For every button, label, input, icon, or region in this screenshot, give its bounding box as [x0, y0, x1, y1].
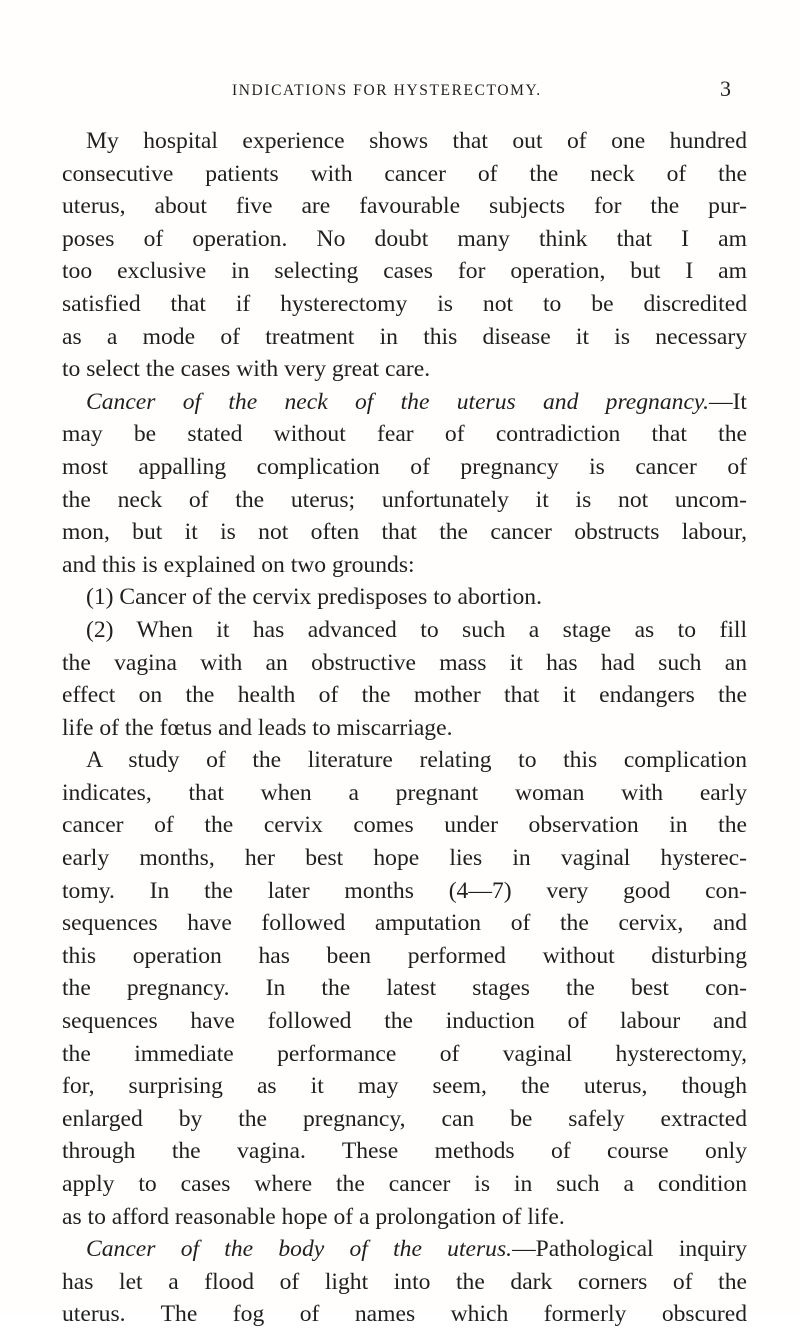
text-line: early months, her best hope lies in vaginal hysterec-	[62, 845, 747, 872]
text-line: for, surprising as it may seem, the uterus, though	[62, 1073, 747, 1100]
text-line: enlarged by the pregnancy, can be safely extracted	[62, 1105, 747, 1132]
section-heading-pregnancy: Cancer of the neck of the uterus and pregnancy.	[86, 388, 709, 415]
text-line: and this is explained on two grounds:	[62, 551, 415, 578]
text-line: this operation has been performed without disturbing	[62, 942, 747, 969]
text-line: most appalling complication of pregnancy is cancer of	[62, 453, 747, 480]
section-heading-line	[62, 1233, 747, 1266]
text-line: sequences have followed amputation of the cervix, and	[62, 910, 747, 937]
section-heading-body-of-uterus: Cancer of the body of the uterus.	[86, 1236, 513, 1263]
text-line: consecutive patients with cancer of the neck of the	[62, 160, 747, 187]
text-line: the immediate performance of vaginal hysterectomy,	[62, 1040, 747, 1067]
text-line: to select the cases with very great care.	[62, 356, 431, 383]
text-line: mon, but it is not often that the cancer obstructs labour,	[62, 519, 747, 546]
section-heading-line	[62, 386, 747, 419]
text-line: My hospital experience shows that out of one hundred	[86, 128, 747, 154]
text-line: effect on the health of the mother that it endangers the	[62, 682, 747, 709]
text-line: sequences have followed the induction of labour and	[62, 1008, 747, 1035]
text-line: (2) When it has advanced to such a stage as to fill	[86, 616, 747, 643]
text-line: uterus. The fog of names which formerly obscured	[62, 1301, 747, 1328]
text-line: indicates, that when a pregnant woman with early	[62, 779, 747, 806]
text-line: has let a flood of light into the dark corners of the	[62, 1268, 747, 1295]
text-line: life of the fœtus and leads to miscarriage.	[62, 714, 453, 741]
text-line: apply to cases where the cancer is in such a condition	[62, 1171, 747, 1197]
text-line: tomy. In the later months (4—7) very good con-	[62, 877, 747, 904]
text-line: uterus, about five are favourable subjects for the pur-	[62, 193, 747, 220]
page-body	[62, 125, 747, 1331]
text-line-continuation: —It	[708, 388, 747, 415]
text-line: may be stated without fear of contradiction that the	[62, 421, 747, 448]
text-line: the neck of the uterus; unfortunately it is not uncom-	[62, 486, 747, 513]
running-head: INDICATIONS FOR HYSTERECTOMY.	[232, 82, 542, 99]
text-line: satisfied that if hysterectomy is not to be discredited	[62, 290, 747, 317]
text-line: as a mode of treatment in this disease it is necessary	[62, 323, 747, 350]
text-line: A study of the literature relating to this complication	[86, 747, 747, 774]
text-line: through the vagina. These methods of course only	[62, 1138, 747, 1165]
text-line: the vagina with an obstructive mass it has had such an	[62, 649, 747, 676]
text-line: poses of operation. No doubt many think that I am	[62, 225, 747, 252]
text-line: the pregnancy. In the latest stages the best con-	[62, 975, 747, 1002]
text-line: cancer of the cervix comes under observation in the	[62, 812, 747, 839]
text-line: (1) Cancer of the cervix predisposes to abortion.	[86, 584, 542, 611]
text-line-continuation: —Pathological inquiry	[512, 1236, 748, 1263]
text-line: too exclusive in selecting cases for operation, but I am	[62, 258, 747, 285]
page-number: 3	[720, 76, 731, 101]
text-line: as to afford reasonable hope of a prolongation of life.	[62, 1203, 565, 1230]
